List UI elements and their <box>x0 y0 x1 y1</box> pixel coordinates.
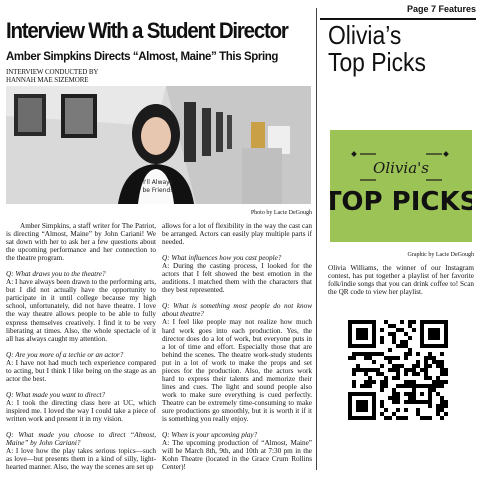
answer-2: A: I have not had much tech experience compared to acting, but I think I like being on the stage as an actor the best. <box>6 358 156 383</box>
article-column-2 <box>162 222 312 479</box>
question-6: Q: What is something most people do not know about theatre? <box>162 302 312 319</box>
article-column-1 <box>6 222 156 479</box>
question-5: Q: What influences how you cast people? <box>162 254 282 263</box>
graphic-script-text: Olivia's <box>373 159 429 177</box>
article-photo <box>6 86 311 204</box>
question-7: Q: When is your upcoming play? <box>162 431 258 440</box>
answer-4-part-2: allows for a lot of flexibility in the way the cast can be arranged. Actors can easily play multiple parts if needed. <box>162 222 312 247</box>
sidebar-text: Olivia Williams, the winner of our Instagram contest, has put together a playlist of her favorite folk/indie songs that you can drink coffee to! Scan the QR code to view her playlist. <box>328 264 474 297</box>
answer-7: A: The upcoming production of “Almost, Maine” will be March 8th, 9th, and 10th at 7:30 pm in the Kohn Theatre (located in the Grace Crum Rollins Center)! <box>162 439 312 472</box>
article-intro: Amber Simpkins, a staff writer for The Patriot, is directing “Almost, Maine” by John Cariani! We sat down with her to ask her a few questions about the upcoming performance and her connection to the theatre program. <box>6 222 156 263</box>
question-1: Q: What draws you to the theatre? <box>6 270 106 279</box>
question-4: Q: What made you choose to direct “Almost, Maine” by John Cariani? <box>6 431 156 448</box>
question-2: Q: Are you more of a techie or an actor? <box>6 350 124 359</box>
byline-author: HANNAH MAE SIZEMORE <box>6 76 89 84</box>
article-subhead: Amber Simpkins Directs “Almost, Maine” This Spring <box>6 51 279 63</box>
qr-code-icon <box>348 320 448 420</box>
top-picks-graphic-art <box>330 130 472 242</box>
photo-credit: Photo by Lacie DeGough <box>250 210 312 216</box>
answer-3: A: I took the directing class here at UC, which inspired me. I loved the way I could take a piece of written work and present it in my vision. <box>6 398 156 423</box>
graphic-credit: Graphic by Lacie DeGough <box>407 252 474 258</box>
sidebar-title-line-1: Olivia’s <box>328 20 402 50</box>
answer-1: A: I have always been drawn to the performing arts, but I did not actually have the opportunity to participate in it until college because my high school, unfortunately, did not have theatre. I love the way theatre allows people to be able to fully express themselves creatively. I find it to be very liberating at times. Also, the whole spectacle of it all has always caught my attention. <box>6 278 156 343</box>
column-divider <box>316 8 317 470</box>
top-picks-graphic <box>330 130 472 242</box>
shirt-text-2: be Friends <box>142 187 174 194</box>
question-3: Q: What made you want to direct? <box>6 390 106 399</box>
article-headline: Interview With a Student Director <box>6 18 288 43</box>
page-info: Page 7 Features <box>406 4 476 14</box>
shirt-text-1: I'll Always <box>143 179 173 186</box>
answer-6: A: I feel like people may not realize how much hard work goes into each production. Yes, the director does do a lot of work, but everyone puts in a lot of time and effort. Especially those that are behind the scenes. The theatre work-study students put in a lot of work to make the props and set pieces for the production. Also, the actors work hard to express their talents and memorize their lines and cues. The light and sound people also work to make sure everything is cued perfectly. Theatre can be extremely time-consuming to make sure productions go smoothly, but it is worth it if it is something you really enjoy. <box>162 318 312 424</box>
graphic-bold-text: TOP PICKS <box>330 187 472 217</box>
answer-5: A: During the casting process, I looked for the actors that I felt showed the best emotion in the auditions. I matched them with the characters that they best represented. <box>162 262 312 295</box>
byline-label: INTERVIEW CONDUCTED BY <box>6 68 99 76</box>
sidebar-title-line-2: Top Picks <box>328 47 426 77</box>
hallway-photo-illustration <box>6 86 311 204</box>
playlist-qr-code[interactable] <box>348 320 448 420</box>
answer-4-part-1: A: I love how the play takes serious topics—such as love—but presents them in a kind of silly, light-hearted manner. Also, the way the scenes are set up <box>6 447 156 472</box>
sidebar-title <box>328 22 426 76</box>
